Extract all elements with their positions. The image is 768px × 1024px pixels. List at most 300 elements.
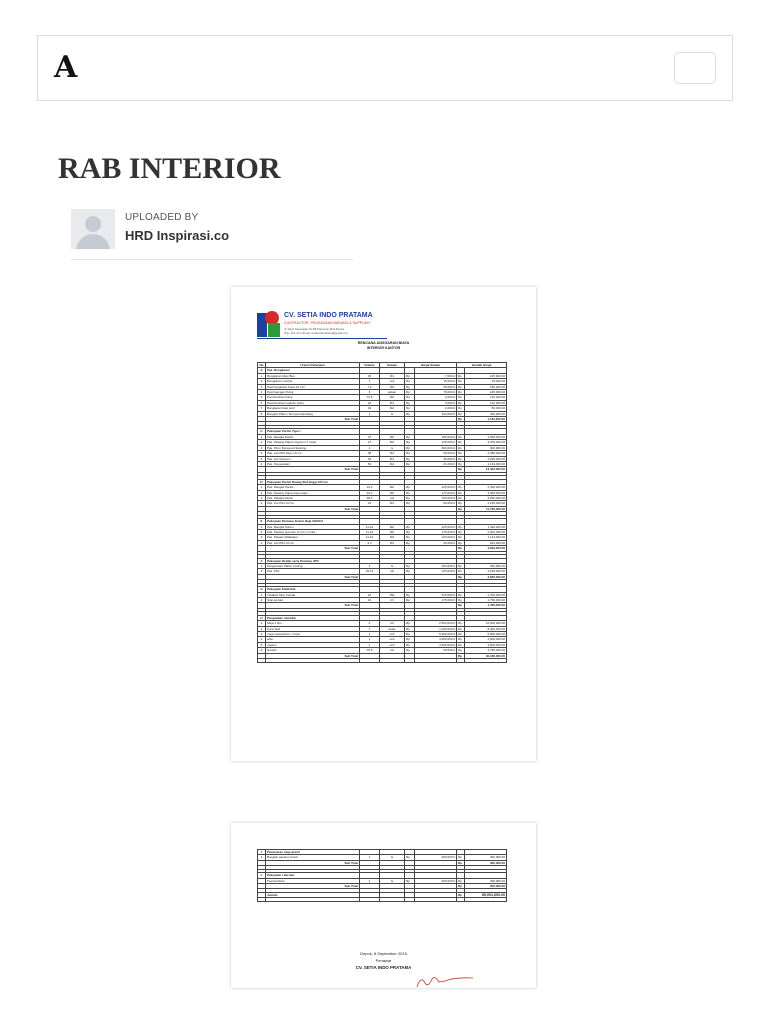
- item-volume: 6: [360, 621, 380, 626]
- item-currency: Rp: [405, 400, 415, 405]
- subtotal-value: 4,450,000.00: [465, 603, 507, 608]
- section-title: Pengadaan meubiler: [266, 615, 360, 620]
- uploader-info: [71, 209, 353, 260]
- uploaded-by-label: UPLOADED BY: [125, 212, 199, 223]
- item-unit: m2: [380, 648, 405, 653]
- item-currency: Rp: [457, 395, 465, 400]
- item-unit: bh: [380, 598, 405, 603]
- table-row-blank: [258, 659, 507, 663]
- item-currency: Rp: [405, 384, 415, 389]
- item-volume: 3: [360, 390, 380, 395]
- item-volume: 10: [360, 592, 380, 597]
- subtotal-value: 11,760,000.00: [465, 506, 507, 511]
- item-currency: Rp: [405, 373, 415, 378]
- item-no: 6: [258, 648, 266, 653]
- item-volume: 11.44: [360, 524, 380, 529]
- avatar-head-icon: [85, 216, 101, 232]
- item-description: Pas. Pintu Tempered Existing: [266, 445, 360, 450]
- item-currency: Rp: [405, 626, 415, 631]
- item-description: Pek. Pelapis Wallpaper: [266, 535, 360, 540]
- item-unit-price: 125,000.0: [415, 524, 457, 529]
- item-unit-price: 300,000.0: [415, 878, 457, 883]
- item-volume: 22: [360, 400, 380, 405]
- item-unit-price: 125,000.0: [415, 485, 457, 490]
- item-currency: Rp: [457, 878, 465, 883]
- rab-subtitle: INTERIOR KANTOR: [366, 346, 401, 350]
- subtotal-value: 13,464,000.00: [465, 467, 507, 472]
- item-currency: Rp: [405, 878, 415, 883]
- item-total: 15,000.00: [465, 379, 507, 384]
- rab-table: [257, 362, 507, 663]
- item-no: 1: [258, 485, 266, 490]
- item-no: 2: [258, 379, 266, 384]
- item-currency: Rp: [405, 456, 415, 461]
- table-cell: [380, 898, 405, 902]
- item-unit-price: 21,000.0: [415, 461, 457, 466]
- top-bar: [37, 35, 733, 101]
- item-description: Pek. Rangka Partisi: [266, 485, 360, 490]
- item-total: 80,000.00: [465, 406, 507, 411]
- item-no: 2: [258, 529, 266, 534]
- item-volume: 4.4: [360, 540, 380, 545]
- table-cell: [465, 898, 507, 902]
- col-header: Jumlah Harga: [457, 363, 507, 368]
- item-unit: ls: [380, 855, 405, 860]
- item-no: 4: [258, 637, 266, 642]
- item-unit-price: 75,000.0: [415, 390, 457, 395]
- item-unit-price: 45,000.0: [415, 456, 457, 461]
- section-code: L: [258, 873, 266, 878]
- item-description: Pek. Rangka Partisi: [266, 434, 360, 439]
- item-currency: Rp: [457, 626, 465, 631]
- item-no: 2: [258, 626, 266, 631]
- item-total: 3,375,000.00: [465, 440, 507, 445]
- item-volume: 7.2: [360, 384, 380, 389]
- subtotal-currency: Rp: [457, 884, 465, 889]
- item-unit-price: 125,000.0: [415, 569, 457, 574]
- item-currency: Rp: [405, 524, 415, 529]
- item-currency: Rp: [405, 406, 415, 411]
- item-unit: M2: [380, 529, 405, 534]
- item-currency: Rp: [405, 642, 415, 647]
- item-no: 4: [258, 540, 266, 545]
- item-no: 3: [258, 445, 266, 450]
- company-tagline: CONTRACTOR, PENGADAAN BARANG & SUPPLIER: [284, 321, 370, 325]
- item-currency: Rp: [457, 529, 465, 534]
- item-currency: Rp: [405, 434, 415, 439]
- item-description: Pas. PHL: [266, 569, 360, 574]
- subtotal-value: 40,180,000.00: [465, 653, 507, 658]
- item-unit: M2: [380, 490, 405, 495]
- item-currency: Rp: [405, 379, 415, 384]
- item-description: Bongkaran batu wrof: [266, 406, 360, 411]
- item-volume: 7: [360, 626, 380, 631]
- item-unit-price: 60,000.0: [415, 540, 457, 545]
- item-total: 3,780,000.00: [465, 648, 507, 653]
- item-unit-price: 125,000.0: [415, 440, 457, 445]
- item-currency: Rp: [457, 637, 465, 642]
- item-description: Bongkaran Meni Bus: [266, 373, 360, 378]
- table-cell: [266, 659, 360, 663]
- item-unit-price: 100,000.0: [415, 495, 457, 500]
- section-code: F: [258, 558, 266, 563]
- item-description: Bongkaran meubel: [266, 379, 360, 384]
- item-currency: Rp: [457, 648, 465, 653]
- item-unit-price: 25,000.0: [415, 384, 457, 389]
- item-currency: Rp: [457, 485, 465, 490]
- item-unit: M2: [380, 434, 405, 439]
- item-description: Pek. Rangka Kolom: [266, 524, 360, 529]
- item-currency: Rp: [457, 406, 465, 411]
- uploader-name[interactable]: HRD Inspirasi.co: [125, 228, 230, 243]
- item-no: 1: [258, 855, 266, 860]
- item-total: 264,000.00: [465, 540, 507, 545]
- subtotal-currency: Rp: [457, 417, 465, 422]
- item-unit-price: 15,000.0: [415, 379, 457, 384]
- company-address: Jl. Raya Sawangan No.88 Pancoran Mas Depok: [284, 327, 345, 331]
- item-currency: Rp: [457, 390, 465, 395]
- subtotal-label: Sub Total: [266, 860, 360, 865]
- subtotal-value: 300,000.00: [465, 860, 507, 865]
- item-total: 5,500,000.00: [465, 632, 507, 637]
- item-no: 5: [258, 395, 266, 400]
- item-description: Pek. List Plint 10 cm: [266, 501, 360, 506]
- item-currency: Rp: [405, 632, 415, 637]
- item-no: 6: [258, 400, 266, 405]
- item-no: 3: [258, 495, 266, 500]
- item-no: 1: [258, 373, 266, 378]
- table-cell: [457, 659, 465, 663]
- item-total: 400,000.00: [465, 411, 507, 416]
- item-unit: m2: [380, 495, 405, 500]
- item-volume: 44: [360, 501, 380, 506]
- item-total: 3,500,000.00: [465, 642, 507, 647]
- item-currency: Rp: [457, 461, 465, 466]
- item-currency: Rp: [457, 540, 465, 545]
- item-unit-price: 6,000.0: [415, 400, 457, 405]
- subtotal-value: 3,845,000.00: [465, 574, 507, 579]
- item-currency: Rp: [405, 621, 415, 626]
- item-currency: Rp: [457, 445, 465, 450]
- item-currency: Rp: [457, 373, 465, 378]
- item-description: Pek. Pasang Gypsum 9 mm 1 muka: [266, 529, 360, 534]
- item-total: 2,160,000.00: [465, 501, 507, 506]
- table-cell: [415, 659, 457, 663]
- subtotal-label: Sub Total: [266, 417, 360, 422]
- item-description: Pek. Pasang Papan Gypsum 2 muka: [266, 440, 360, 445]
- item-currency: Rp: [405, 490, 415, 495]
- item-currency: Rp: [405, 564, 415, 569]
- item-unit: unit: [380, 632, 405, 637]
- item-unit: buah: [380, 626, 405, 631]
- item-description: Instalasi Stop Kontak: [266, 592, 360, 597]
- table-row-blank: [258, 898, 507, 902]
- item-description: Pembersihan Kaca: [266, 395, 360, 400]
- item-unit-price: 50,000.0: [415, 648, 457, 653]
- section-code: I: [258, 850, 266, 855]
- subtotal-label: Sub Total: [266, 574, 360, 579]
- item-currency: Rp: [405, 411, 415, 416]
- item-unit-price: 270,000.0: [415, 592, 457, 597]
- item-unit: M1: [380, 501, 405, 506]
- section-code: H: [258, 615, 266, 620]
- item-currency: Rp: [457, 524, 465, 529]
- item-volume: 19.2: [360, 490, 380, 495]
- section-title: Pek. Bongkaran: [266, 368, 360, 373]
- item-volume: 54: [360, 461, 380, 466]
- item-unit-price: 3,500,000.0: [415, 642, 457, 647]
- item-description: sofa: [266, 637, 360, 642]
- item-description: Pek. List Plint 10 cm: [266, 540, 360, 545]
- item-volume: 75.6: [360, 648, 380, 653]
- item-total: 4,500,000.00: [465, 637, 507, 642]
- avatar-body-icon: [76, 234, 110, 249]
- item-total: 3,360,000.00: [465, 490, 507, 495]
- subtotal-currency: Rp: [457, 506, 465, 511]
- item-unit: ls: [380, 878, 405, 883]
- item-no: 3: [258, 384, 266, 389]
- item-unit: unit: [380, 379, 405, 384]
- item-unit-price: 1,200,000.0: [415, 626, 457, 631]
- section-code: D: [258, 479, 266, 484]
- item-total: 2,700,000.00: [465, 592, 507, 597]
- company-contact: Telp. 021-xxxx Email: setiaindopratama@gmail.com: [284, 331, 349, 335]
- item-currency: Rp: [457, 855, 465, 860]
- item-unit-price: 5,500,000.0: [415, 632, 457, 637]
- subtotal-label: Sub Total: [266, 603, 360, 608]
- item-description: Pembersihan Lapisan stiker: [266, 400, 360, 405]
- grand-total-label: Jumlah: [266, 892, 360, 897]
- section-code: A: [258, 368, 266, 373]
- document-page-2: [231, 823, 536, 988]
- item-description: Pek. List Gypsum: [266, 456, 360, 461]
- item-currency: Rp: [457, 400, 465, 405]
- item-unit: ls: [380, 411, 405, 416]
- subtotal-currency: Rp: [457, 653, 465, 658]
- item-currency: Rp: [405, 451, 415, 456]
- item-no: 4: [258, 390, 266, 395]
- item-currency: Rp: [405, 395, 415, 400]
- item-description: Pek. Pelapis Partisi: [266, 495, 360, 500]
- item-currency: Rp: [405, 569, 415, 574]
- item-total: 1,144,000.00: [465, 535, 507, 540]
- item-volume: 38.4: [360, 495, 380, 500]
- section-title: Pekerjaan Penutup Kolom Baja 30x60.0: [266, 519, 360, 524]
- item-currency: Rp: [457, 451, 465, 456]
- item-unit: M1: [380, 451, 405, 456]
- section-title: Pekerjaan Partisi Type I: [266, 429, 360, 434]
- item-unit-price: 7,000.0: [415, 373, 457, 378]
- item-unit-price: 200,000.0: [415, 564, 457, 569]
- subtotal-label: Sub Total: [266, 884, 360, 889]
- col-header: Satuan: [380, 363, 405, 368]
- item-unit: M1: [380, 400, 405, 405]
- item-volume: 11.44: [360, 535, 380, 540]
- signature-company: CV. SETIA INDO PRATAMA: [355, 965, 412, 970]
- item-currency: Rp: [457, 621, 465, 626]
- item-currency: Rp: [457, 411, 465, 416]
- letterhead: [257, 311, 387, 337]
- item-unit-price: 2,000.0: [415, 406, 457, 411]
- item-total: 180,000.00: [465, 384, 507, 389]
- item-currency: Rp: [457, 501, 465, 506]
- item-volume: 29.16: [360, 569, 380, 574]
- item-no: 1: [258, 434, 266, 439]
- item-volume: 45: [360, 456, 380, 461]
- item-total: 8,400,000.00: [465, 626, 507, 631]
- item-total: 200,000.00: [465, 564, 507, 569]
- item-unit: M2: [380, 384, 405, 389]
- item-description: Pek. Pengecatan: [266, 461, 360, 466]
- item-volume: 1: [360, 411, 380, 416]
- item-unit: m2: [380, 569, 405, 574]
- item-currency: Rp: [405, 495, 415, 500]
- item-currency: Rp: [405, 855, 415, 860]
- item-currency: Rp: [457, 440, 465, 445]
- item-unit: M2: [380, 440, 405, 445]
- item-unit: M1: [380, 540, 405, 545]
- signature-scribble-icon: [415, 973, 475, 988]
- item-total: 2,280,000.00: [465, 451, 507, 456]
- subtotal-currency: Rp: [457, 574, 465, 579]
- col-header: Volume: [360, 363, 380, 368]
- item-unit: M1: [380, 373, 405, 378]
- item-no: 2: [258, 490, 266, 495]
- item-volume: 40: [360, 406, 380, 411]
- item-currency: Rp: [457, 535, 465, 540]
- section-title: Pekerjaan Lain-lain: [266, 873, 360, 878]
- item-no: 2: [258, 569, 266, 574]
- table-cell: [360, 659, 380, 663]
- item-no: 1: [258, 564, 266, 569]
- section-title: Pemasaran meja granit: [266, 850, 360, 855]
- item-description: Pembersihan: [266, 878, 360, 883]
- item-no: 3: [258, 632, 266, 637]
- company-logo-icon: [257, 311, 281, 337]
- item-currency: Rp: [405, 598, 415, 603]
- item-unit-price: 175,000.0: [415, 598, 457, 603]
- item-volume: 19.2: [360, 485, 380, 490]
- subtotal-label: Sub Total: [266, 653, 360, 658]
- item-total: 2,002,000.00: [465, 529, 507, 534]
- item-currency: Rp: [405, 648, 415, 653]
- item-total: 132,000.00: [465, 400, 507, 405]
- item-description: Kursi Staf: [266, 626, 360, 631]
- item-unit: M2: [380, 406, 405, 411]
- subtotal-currency: Rp: [457, 603, 465, 608]
- table-cell: [380, 659, 405, 663]
- table-cell: [415, 898, 457, 902]
- item-no: 8: [258, 411, 266, 416]
- item-total: 105,000.00: [465, 373, 507, 378]
- item-unit-price: 4,500,000.0: [415, 637, 457, 642]
- table-cell: [405, 659, 415, 663]
- item-total: 300,000.00: [465, 878, 507, 883]
- item-currency: Rp: [405, 445, 415, 450]
- item-currency: Rp: [457, 592, 465, 597]
- item-no: 4: [258, 451, 266, 456]
- item-unit-price: 100,000.0: [415, 535, 457, 540]
- item-total: 145,200.00: [465, 395, 507, 400]
- item-unit: M2: [380, 461, 405, 466]
- item-volume: 1: [360, 855, 380, 860]
- item-total: 3,645,000.00: [465, 569, 507, 574]
- subtotal-value: 1,162,600.00: [465, 417, 507, 422]
- item-volume: 27: [360, 434, 380, 439]
- item-description: Bongkar pasang Granit: [266, 855, 360, 860]
- item-currency: Rp: [457, 598, 465, 603]
- menu-button[interactable]: [674, 52, 716, 84]
- item-unit: Titik: [380, 592, 405, 597]
- item-currency: Rp: [457, 384, 465, 389]
- item-currency: Rp: [405, 390, 415, 395]
- col-header: Harga Satuan: [405, 363, 457, 368]
- item-description: Gorden: [266, 648, 360, 653]
- section-code: G: [258, 587, 266, 592]
- table-cell: [266, 898, 360, 902]
- item-unit: M2: [380, 485, 405, 490]
- item-currency: Rp: [405, 440, 415, 445]
- item-unit: M1: [380, 456, 405, 461]
- section-code: C: [258, 429, 266, 434]
- item-volume: 38: [360, 451, 380, 456]
- item-unit-price: 2,500,000.0: [415, 621, 457, 626]
- avatar[interactable]: [71, 209, 115, 249]
- item-currency: Rp: [405, 592, 415, 597]
- item-volume: 15: [360, 373, 380, 378]
- site-logo[interactable]: A: [54, 50, 78, 85]
- item-description: meja tv: [266, 642, 360, 647]
- item-unit: unit: [380, 642, 405, 647]
- section-title: Pekerjaan Partisi Ruang Staf tinggi 150 cm: [266, 479, 360, 484]
- item-total: 4,050,000.00: [465, 434, 507, 439]
- subtotal-currency: Rp: [457, 860, 465, 865]
- subtotal-label: Sub Total: [266, 546, 360, 551]
- section-code: E: [258, 519, 266, 524]
- item-total: 600,000.00: [465, 445, 507, 450]
- item-unit-price: 60,000.0: [415, 451, 457, 456]
- subtotal-label: Sub Total: [266, 467, 360, 472]
- item-total: 300,000.00: [465, 855, 507, 860]
- document-page-1: [231, 287, 536, 761]
- item-volume: 10: [360, 598, 380, 603]
- item-total: 3,840,000.00: [465, 495, 507, 500]
- item-unit-price: 2,000.0: [415, 395, 457, 400]
- item-unit: M2: [380, 535, 405, 540]
- subtotal-value: 4,840,000.00: [465, 546, 507, 551]
- item-volume: 1: [360, 564, 380, 569]
- item-no: 1: [258, 621, 266, 626]
- item-no: 5: [258, 642, 266, 647]
- item-currency: Rp: [405, 535, 415, 540]
- grand-total-currency: Rp: [457, 892, 465, 897]
- table-cell: [360, 898, 380, 902]
- item-description: Pek. List Plint kayu 10 cm: [266, 451, 360, 456]
- subtotal-currency: Rp: [457, 546, 465, 551]
- item-currency: Rp: [457, 495, 465, 500]
- item-currency: Rp: [457, 456, 465, 461]
- subtotal-value: 300,000.00: [465, 884, 507, 889]
- document-title: RAB INTERIOR: [58, 152, 281, 185]
- item-unit: bh: [380, 621, 405, 626]
- item-no: 7: [258, 406, 266, 411]
- item-no: 4: [258, 501, 266, 506]
- item-currency: Rp: [457, 632, 465, 637]
- rab-title: RENCANA ANGGARAN BIAYA: [357, 341, 410, 345]
- item-description: meja resepsionis + Kursi: [266, 632, 360, 637]
- item-currency: Rp: [405, 485, 415, 490]
- item-total: 2,025,000.00: [465, 456, 507, 461]
